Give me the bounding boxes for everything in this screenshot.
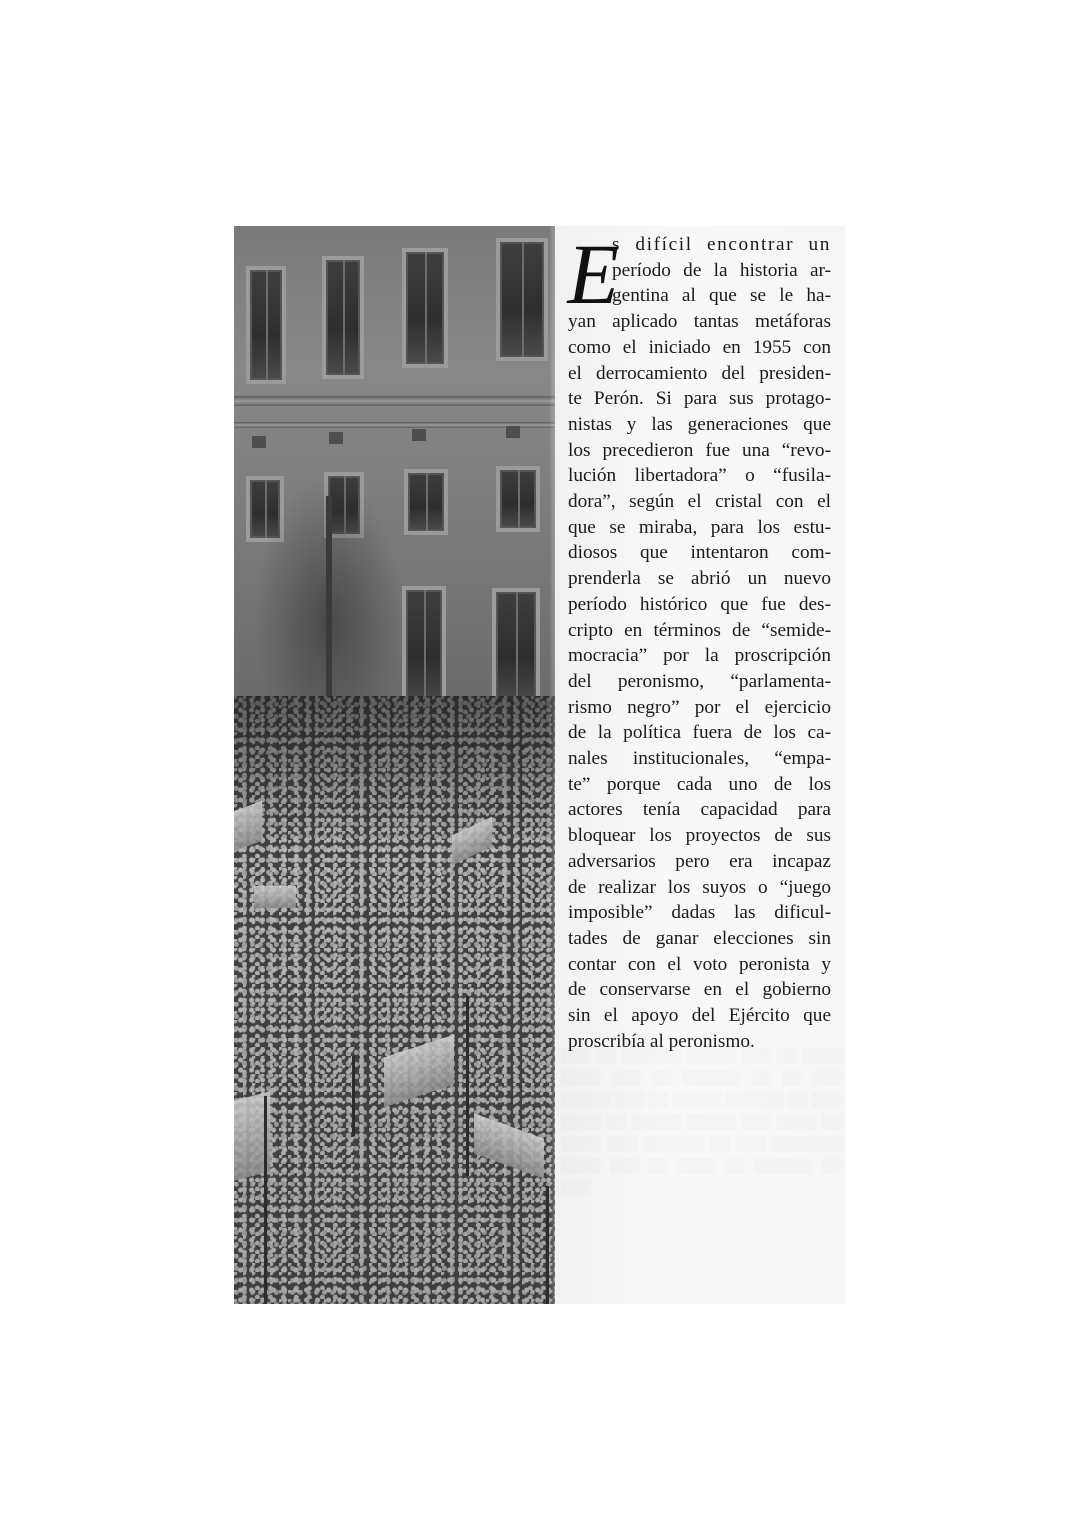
bleed-through-text: ░░░ ░░ ░░░░░░ ░░░░░ ░░░ ░░ ░░░░ ░░░░ ░░░ ░░ ░░░░░░ ░░ ░░ ░░░ ░░░░░ ░░░ ░░ ░░░░░ ░░░░░░ ░░ ░░░ ░░░░ ░░ ░░░░░ ░░░░░ ░░░ ░░░░ ░░ ░░░░ ░░░ ░░░░░░ ░░ ░░░ ░░░░░░░ ░░░░ ░░░ ░░ ░░░░ ░░ ░░░░░░ ░░ ░░░ (561, 1049, 841, 1196)
building-window (246, 266, 286, 384)
text-line: período de la historia ar- (612, 259, 831, 281)
building-window (496, 238, 548, 361)
building-window (404, 469, 448, 535)
text-line: nales institucionales, “empa- (568, 748, 831, 770)
text-line: yan aplicado tantas metáforas (568, 311, 831, 333)
text-line: cripto en términos de “semide- (568, 619, 831, 641)
text-line: imposible” dadas las dificul- (568, 902, 831, 924)
facade-ornament (329, 432, 343, 444)
facade-ornament (506, 426, 520, 438)
text-line: s difícil encontrar un (612, 234, 831, 255)
crowd (234, 696, 555, 1304)
flag-pole (466, 996, 469, 1176)
text-line: mocracia” por la proscripción (568, 645, 831, 667)
text-line: rismo negro” por el ejercicio (568, 696, 831, 718)
flag-pole (264, 1096, 267, 1304)
flag-pole (352, 1056, 355, 1136)
building-window (496, 466, 540, 532)
building-window (322, 256, 364, 379)
text-line: dora”, según el cristal con el (568, 491, 831, 513)
facade-ornament (412, 429, 426, 441)
text-line: bloquear los proyectos de sus (568, 825, 831, 847)
text-line: de realizar los suyos o “juego (568, 876, 831, 898)
article-body (567, 226, 831, 1055)
building-window (402, 586, 446, 709)
building-window (492, 588, 540, 706)
text-line: como el iniciado en 1955 con (568, 336, 831, 358)
text-line: que se miraba, para los estu- (568, 516, 831, 538)
text-line: diosos que intentaron com- (568, 542, 831, 564)
text-line: período histórico que fue des- (568, 593, 831, 615)
text-line: actores tenía capacidad para (568, 799, 831, 821)
facade-ornament (252, 436, 266, 448)
text-line: prenderla se abrió un nuevo (568, 568, 831, 590)
text-line: gentina al que se le ha- (612, 285, 831, 307)
text-line: contar con el voto peronista y (568, 953, 831, 975)
text-column (555, 226, 845, 1304)
text-line: te Perón. Si para sus protago- (568, 388, 831, 410)
text-line: sin el apoyo del Ejército que (568, 1005, 831, 1027)
building-cornice (234, 396, 555, 406)
text-line: te” porque cada uno de los (568, 773, 831, 795)
text-line: adversarios pero era incapaz (568, 850, 831, 872)
text-line: el derrocamiento del presiden- (568, 362, 831, 384)
crowd-photograph (234, 226, 555, 1304)
text-line: proscribía al peronismo. (568, 1030, 755, 1052)
text-line: los precedieron fue una “revo- (568, 439, 831, 461)
text-line: lución libertadora” o “fusila- (568, 465, 831, 487)
text-line: tades de ganar elecciones sin (568, 927, 831, 949)
drop-cap: E (567, 226, 620, 322)
bare-tree (254, 476, 404, 716)
book-page-spread (234, 226, 845, 1304)
building-window (402, 248, 448, 368)
text-line: de conservarse en el gobierno (568, 979, 831, 1001)
flag (254, 886, 296, 908)
text-line: de la política fuera de los ca- (568, 722, 831, 744)
text-line: del peronismo, “parlamenta- (568, 670, 831, 692)
text-line: nistas y las generaciones que (568, 413, 831, 435)
